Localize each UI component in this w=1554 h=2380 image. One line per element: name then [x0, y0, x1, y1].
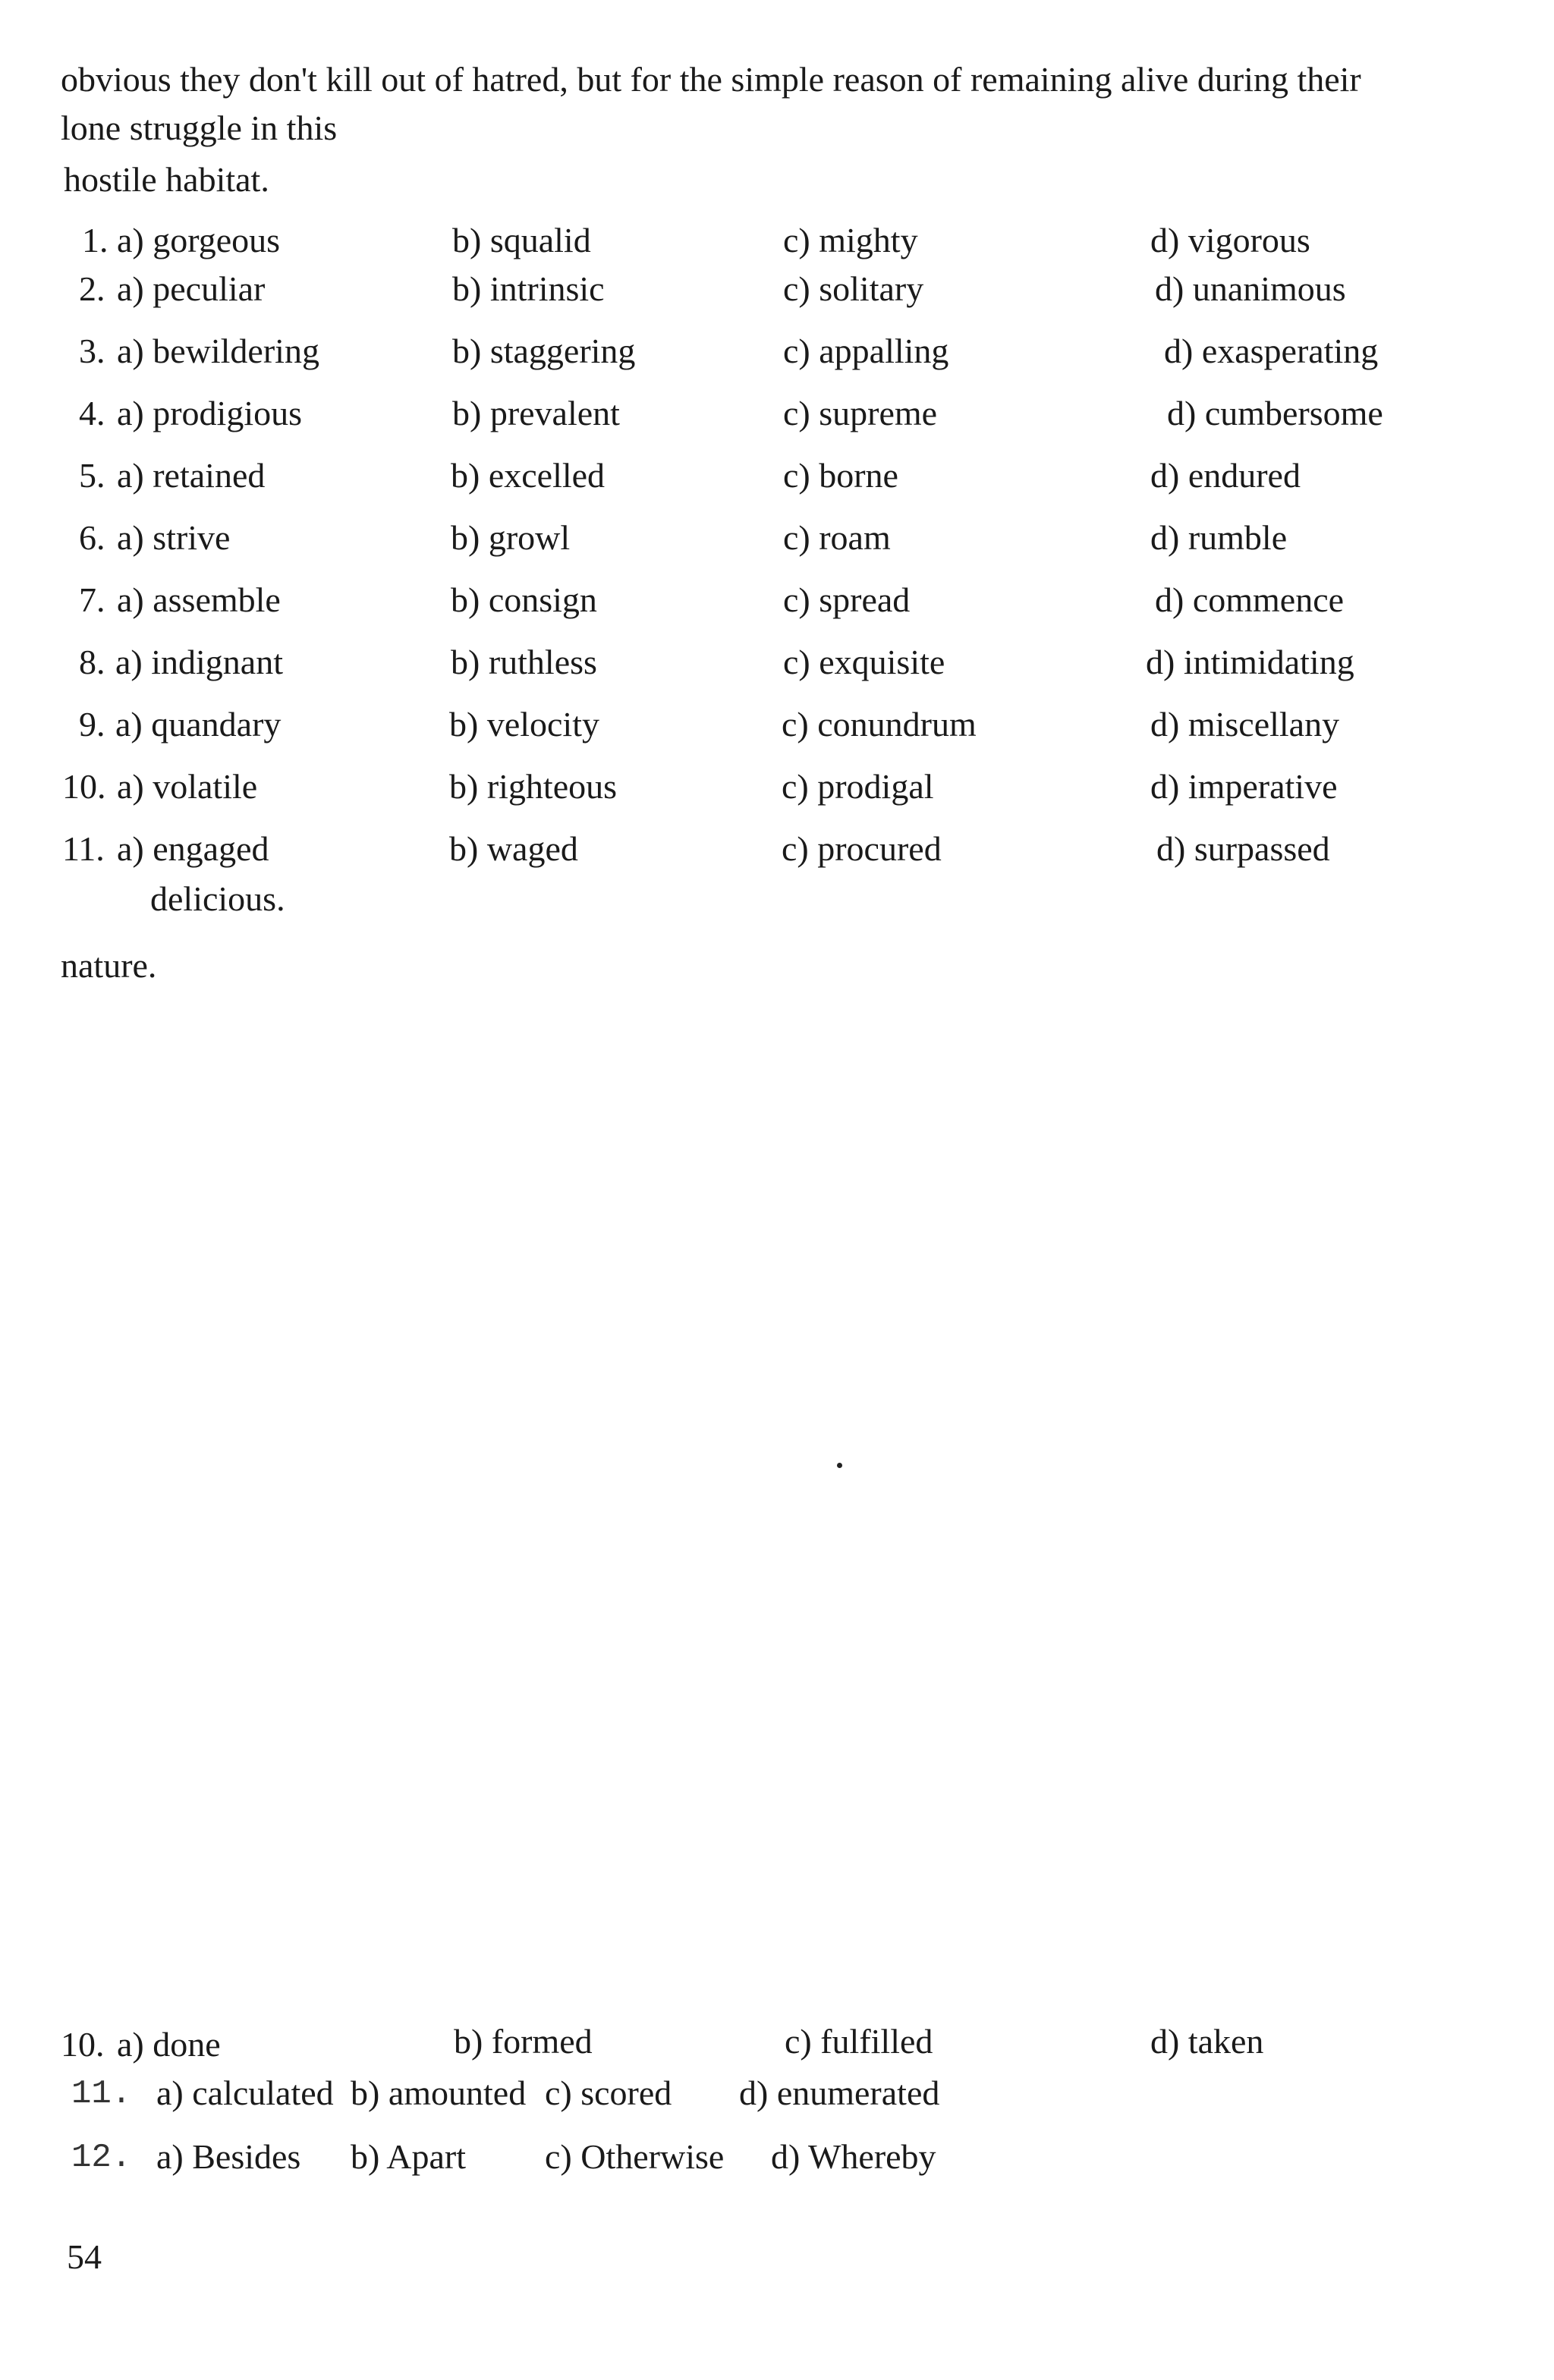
- option-b: b) formed: [454, 2022, 593, 2061]
- option-b: b) squalid: [452, 221, 591, 259]
- option-a: a) strive: [117, 518, 231, 557]
- option-b: b) Apart: [351, 2137, 467, 2176]
- option-c: c) roam: [783, 518, 891, 557]
- option-c: c) procured: [782, 829, 942, 868]
- option-a: a) indignant: [115, 643, 283, 681]
- question-number: 7.: [79, 580, 105, 619]
- option-d: d) commence: [1155, 580, 1345, 619]
- option-a: a) engaged: [117, 829, 269, 868]
- option-d: d) exasperating: [1164, 332, 1379, 370]
- option-c: c) appalling: [783, 332, 949, 370]
- option-c: c) mighty: [783, 221, 918, 259]
- question-number: 2.: [79, 269, 105, 308]
- option-d: d) cumbersome: [1167, 394, 1383, 432]
- option-d: d) Whereby: [771, 2137, 936, 2176]
- option-d: d) endured: [1150, 456, 1301, 495]
- option-d: d) intimidating: [1146, 643, 1354, 681]
- option-c: c) conundrum: [782, 705, 977, 744]
- question-number: 5.: [79, 456, 105, 495]
- option-d: d) vigorous: [1150, 221, 1310, 259]
- option-a: a) gorgeous: [117, 221, 281, 259]
- option-d: d) taken: [1150, 2022, 1264, 2061]
- question-number: 1.: [82, 221, 109, 259]
- option-d: d) enumerated: [739, 2073, 940, 2112]
- question-number: 6.: [79, 518, 105, 557]
- question-number: 12.: [71, 2139, 132, 2177]
- option-b: b) ruthless: [451, 643, 597, 681]
- page-number: 54: [67, 2237, 102, 2276]
- option-c: c) prodigal: [782, 767, 934, 806]
- intro-line-1: obvious they don't kill out of hatred, but for the simple reason of remaining alive during their: [61, 60, 1361, 99]
- option-b: b) prevalent: [452, 394, 620, 432]
- fragment-nature: nature.: [61, 946, 157, 985]
- option-b: b) waged: [449, 829, 578, 868]
- option-a: a) peculiar: [117, 269, 266, 308]
- question-number: 10.: [61, 2025, 105, 2064]
- option-a: a) bewildering: [117, 332, 319, 370]
- option-a: a) assemble: [117, 580, 281, 619]
- intro-line-2: lone struggle in this: [61, 108, 338, 147]
- option-c: c) solitary: [783, 269, 924, 308]
- option-a: a) done: [117, 2025, 221, 2064]
- question-number: 11.: [62, 829, 105, 868]
- option-b: b) staggering: [452, 332, 636, 370]
- question-number: 3.: [79, 332, 105, 370]
- option-a: a) quandary: [115, 705, 282, 744]
- option-a: a) calculated: [156, 2073, 334, 2112]
- fragment-delicious: delicious.: [150, 879, 285, 918]
- option-c: c) supreme: [783, 394, 938, 432]
- option-b: b) excelled: [451, 456, 606, 495]
- question-number: 10.: [62, 767, 106, 806]
- option-c: c) fulfilled: [785, 2022, 933, 2061]
- option-a: a) retained: [117, 456, 266, 495]
- option-d: d) miscellany: [1150, 705, 1340, 744]
- option-d: d) unanimous: [1155, 269, 1346, 308]
- question-number: 8.: [79, 643, 105, 681]
- question-number: 9.: [79, 705, 105, 744]
- option-d: d) surpassed: [1156, 829, 1330, 868]
- option-c: c) exquisite: [783, 643, 945, 681]
- option-a: a) Besides: [156, 2137, 301, 2176]
- question-number: 4.: [79, 394, 105, 432]
- option-a: a) volatile: [117, 767, 258, 806]
- option-b: b) intrinsic: [452, 269, 605, 308]
- question-number: 11.: [71, 2075, 132, 2113]
- option-d: d) rumble: [1150, 518, 1288, 557]
- option-c: c) Otherwise: [545, 2137, 725, 2176]
- option-c: c) spread: [783, 580, 911, 619]
- option-b: b) amounted: [351, 2073, 527, 2112]
- option-d: d) imperative: [1150, 767, 1338, 806]
- option-c: c) scored: [545, 2073, 672, 2112]
- intro-line-3: hostile habitat.: [64, 160, 269, 199]
- option-b: b) righteous: [449, 767, 618, 806]
- stray-dot: [837, 1463, 842, 1468]
- option-c: c) borne: [783, 456, 898, 495]
- option-b: b) growl: [451, 518, 571, 557]
- option-a: a) prodigious: [117, 394, 303, 432]
- option-b: b) consign: [451, 580, 597, 619]
- option-b: b) velocity: [449, 705, 599, 744]
